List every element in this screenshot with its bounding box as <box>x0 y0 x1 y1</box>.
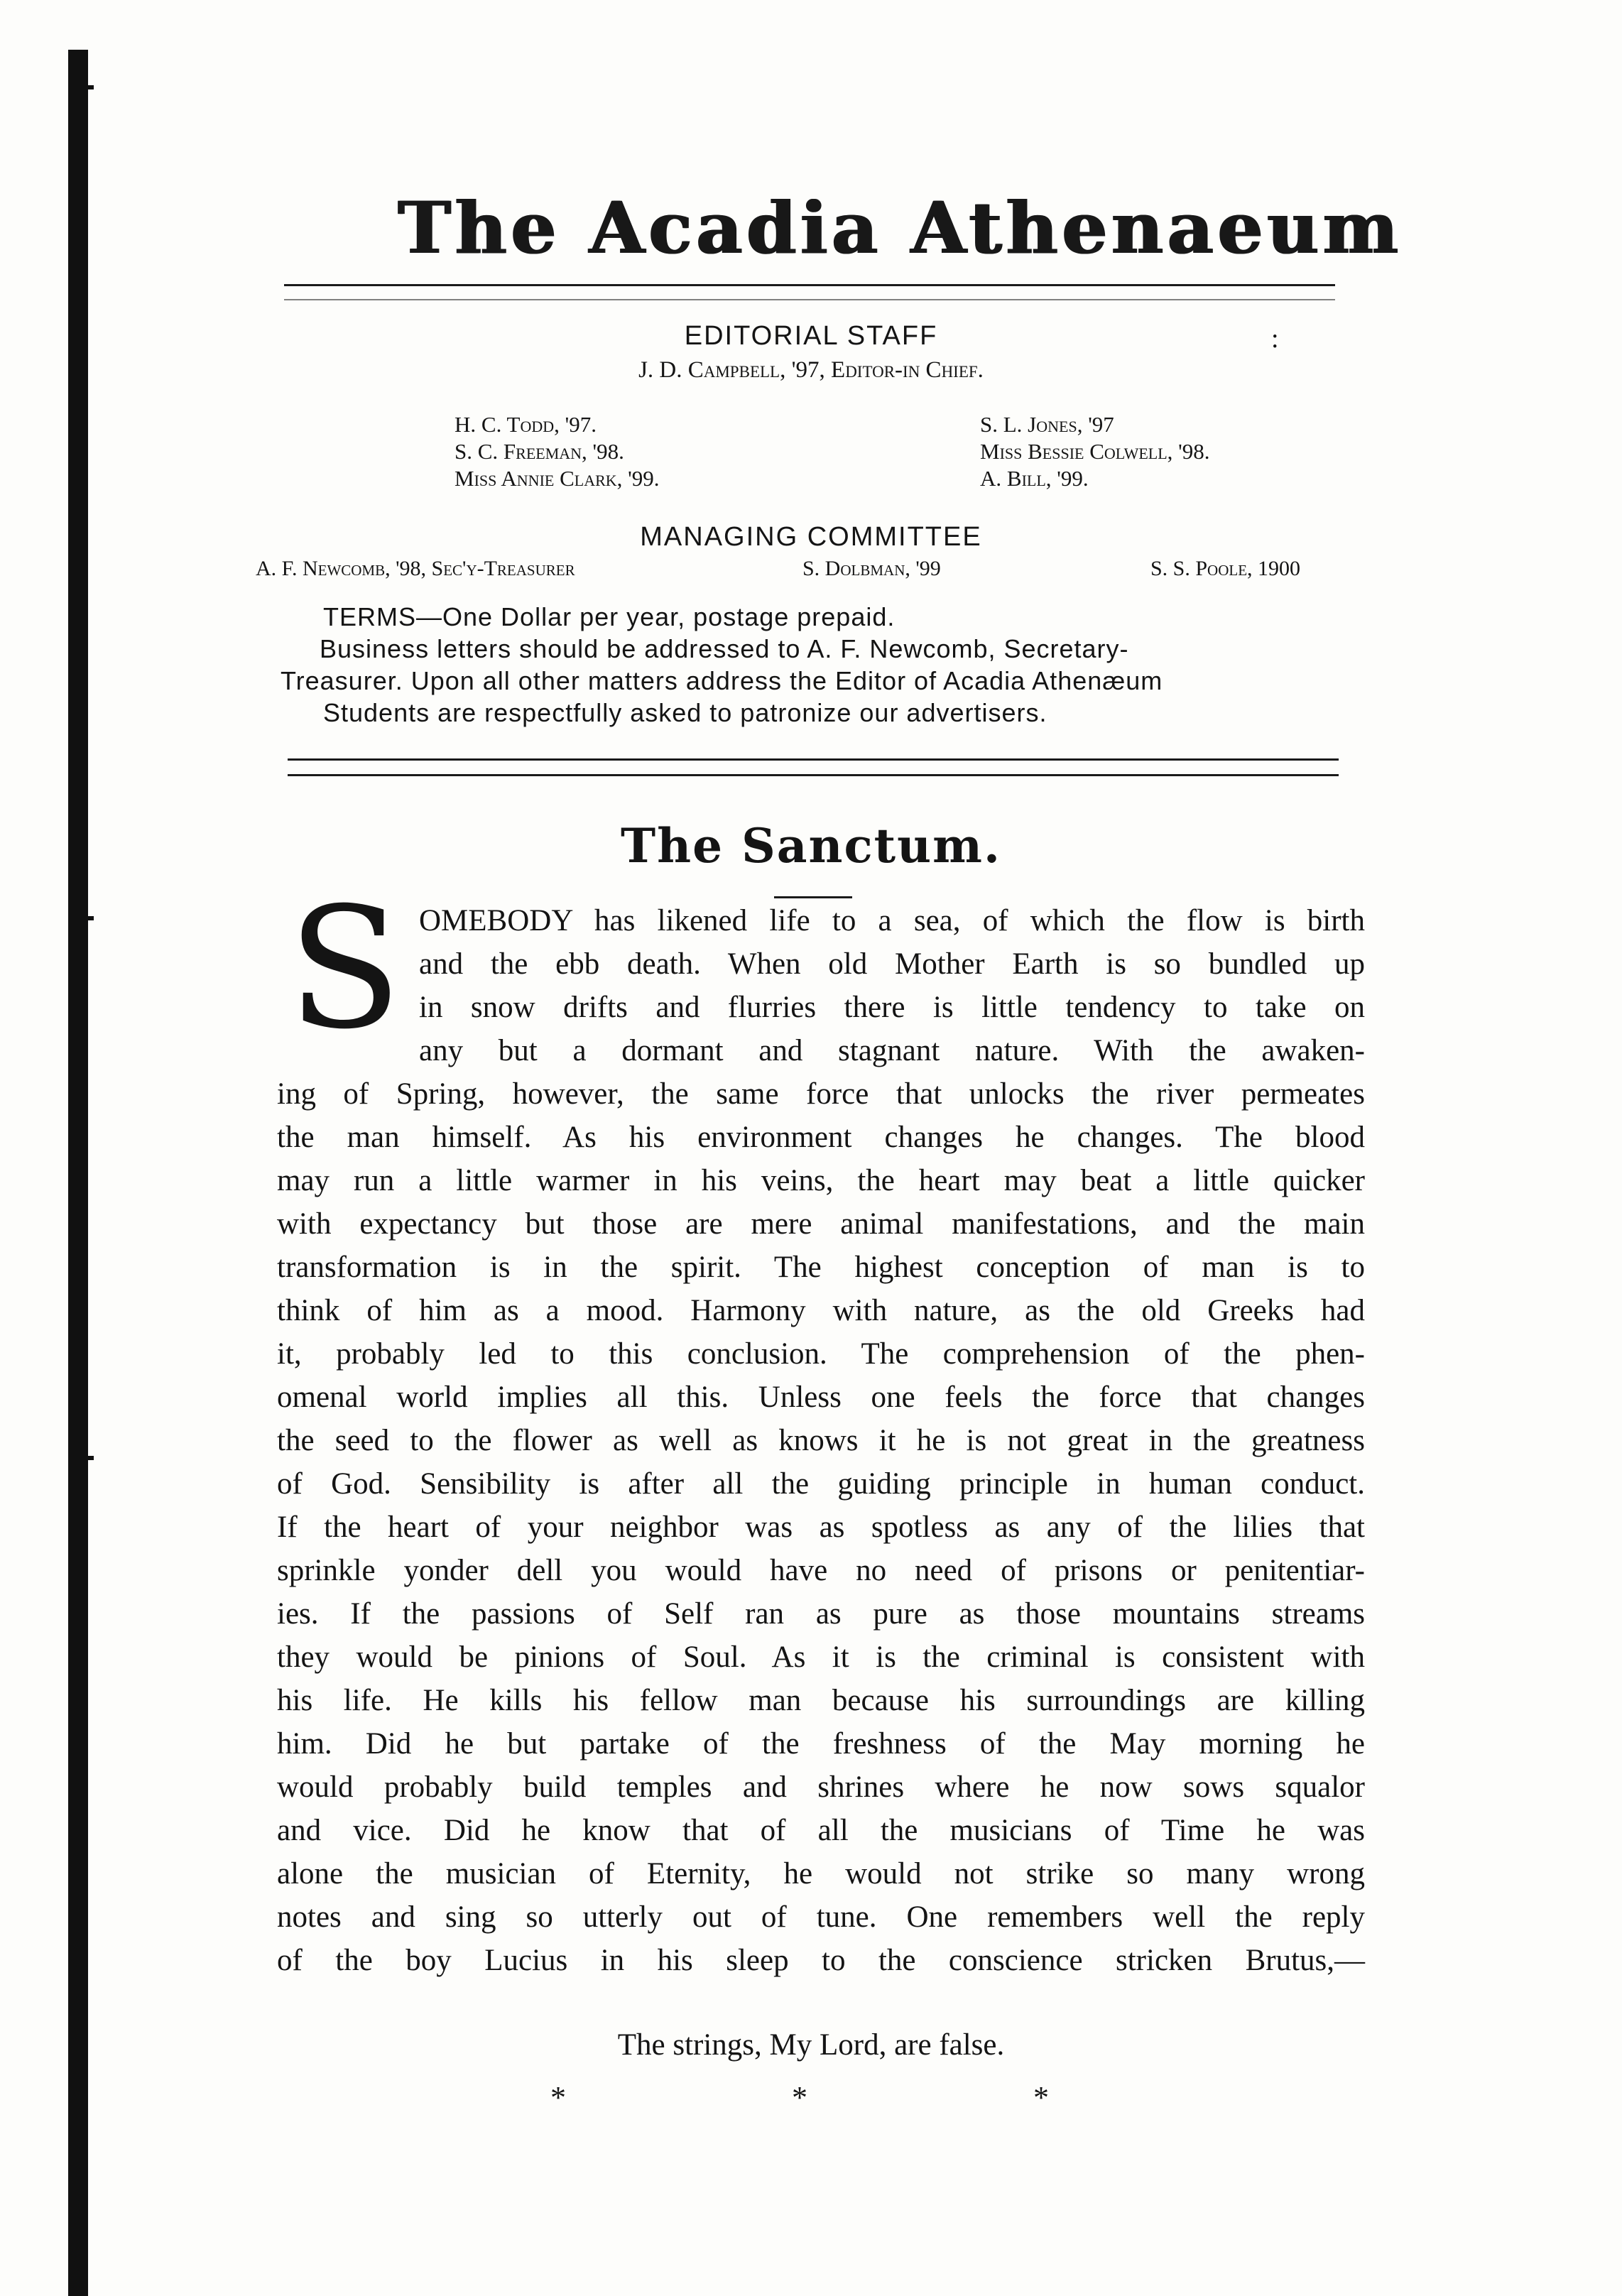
body-line: think of him as a mood. Harmony with nature, as the old Greeks had <box>277 1294 1365 1327</box>
notice-line: Students are respectfully asked to patronize our advertisers. <box>323 698 1047 727</box>
editor-left: S. C. Freeman, '98. <box>455 439 624 464</box>
body-line: alone the musician of Eternity, he would not strike so many wrong <box>277 1857 1365 1890</box>
binding-edge <box>68 50 88 2296</box>
body-line: it, probably led to this conclusion. The comprehension of the phen- <box>277 1337 1365 1371</box>
section-rule <box>288 774 1339 776</box>
body-line: notes and sing so utterly out of tune. One remembers well the reply <box>277 1900 1365 1934</box>
body-line: any but a dormant and stagnant nature. With the awaken- <box>419 1034 1365 1067</box>
body-line: the man himself. As his environment changes he changes. The blood <box>277 1121 1365 1154</box>
binding-notch <box>84 1456 94 1460</box>
separator-star: * <box>1033 2080 1049 2115</box>
body-line: in snow drifts and flurries there is little tendency to take on <box>419 991 1365 1024</box>
body-line: the seed to the flower as well as knows it he is not great in the greatness <box>277 1424 1365 1457</box>
notice-line: Business letters should be addressed to A. F. Newcomb, Secretary- <box>320 634 1129 663</box>
body-line: transformation is in the spirit. The highest conception of man is to <box>277 1251 1365 1284</box>
editor-in-chief: J. D. Campbell, '97, Editor-in Chief. <box>638 357 984 383</box>
body-line: of God. Sensibility is after all the guiding principle in human conduct. <box>277 1467 1365 1501</box>
body-line: they would be pinions of Soul. As it is the criminal is consistent with <box>277 1641 1365 1674</box>
body-line: omenal world implies all this. Unless one feels the force that changes <box>277 1381 1365 1414</box>
body-line: him. Did he but partake of the freshness of the May morning he <box>277 1727 1365 1761</box>
quote-line: The strings, My Lord, are false. <box>617 2028 1005 2062</box>
body-line: and vice. Did he know that of all the musicians of Time he was <box>277 1814 1365 1847</box>
section-title: The Sanctum. <box>621 818 1001 874</box>
body-line: would probably build temples and shrines where he now sows squalor <box>277 1770 1365 1804</box>
separator-star: * <box>792 2080 807 2115</box>
editor-right: S. L. Jones, '97 <box>980 412 1114 437</box>
separator-star: * <box>550 2080 566 2115</box>
body-line: may run a little warmer in his veins, the heart may beat a little quicker <box>277 1164 1365 1197</box>
body-line: with expectancy but those are mere animal manifestations, and the main <box>277 1207 1365 1241</box>
heading-colon: : <box>1271 324 1279 354</box>
editor-right: A. Bill, '99. <box>980 466 1089 491</box>
committee-member: A. F. Newcomb, '98, Sec'y-Treasurer <box>256 557 575 580</box>
body-line: his life. He kills his fellow man because his surroundings are killing <box>277 1684 1365 1717</box>
binding-notch <box>84 916 94 920</box>
body-line: ies. If the passions of Self ran as pure as those mountains streams <box>277 1597 1365 1631</box>
notice-line: Treasurer. Upon all other matters address the Editor of Acadia Athenæum <box>281 666 1163 695</box>
binding-notch <box>84 85 94 89</box>
masthead-rule <box>284 284 1335 286</box>
editor-left: Miss Annie Clark, '99. <box>455 466 660 491</box>
body-line: sprinkle yonder dell you would have no need of prisons or penitentiar- <box>277 1554 1365 1587</box>
body-line: ing of Spring, however, the same force that unlocks the river permeates <box>277 1077 1365 1111</box>
editor-right: Miss Bessie Colwell, '98. <box>980 439 1210 464</box>
masthead-title: The Acadia Athenaeum <box>398 186 1403 270</box>
body-line: OMEBODY has likened life to a sea, of which the flow is birth <box>419 904 1365 937</box>
drop-cap: S <box>288 872 402 1066</box>
editorial-staff-heading: EDITORIAL STAFF <box>684 321 938 351</box>
managing-committee-heading: MANAGING COMMITTEE <box>640 522 982 552</box>
title-underline <box>774 896 852 898</box>
masthead-rule-thin <box>284 299 1335 300</box>
committee-member: S. Dolbman, '99 <box>802 557 941 580</box>
body-line: and the ebb death. When old Mother Earth is so bundled up <box>419 947 1365 981</box>
body-line: If the heart of your neighbor was as spotless as any of the lilies that <box>277 1511 1365 1544</box>
committee-member: S. S. Poole, 1900 <box>1150 557 1301 580</box>
section-rule <box>288 758 1339 761</box>
editor-left: H. C. Todd, '97. <box>455 412 597 437</box>
notice-terms: TERMS—One Dollar per year, postage prepaid. <box>323 602 896 631</box>
body-line: of the boy Lucius in his sleep to the conscience stricken Brutus,— <box>277 1944 1365 1977</box>
